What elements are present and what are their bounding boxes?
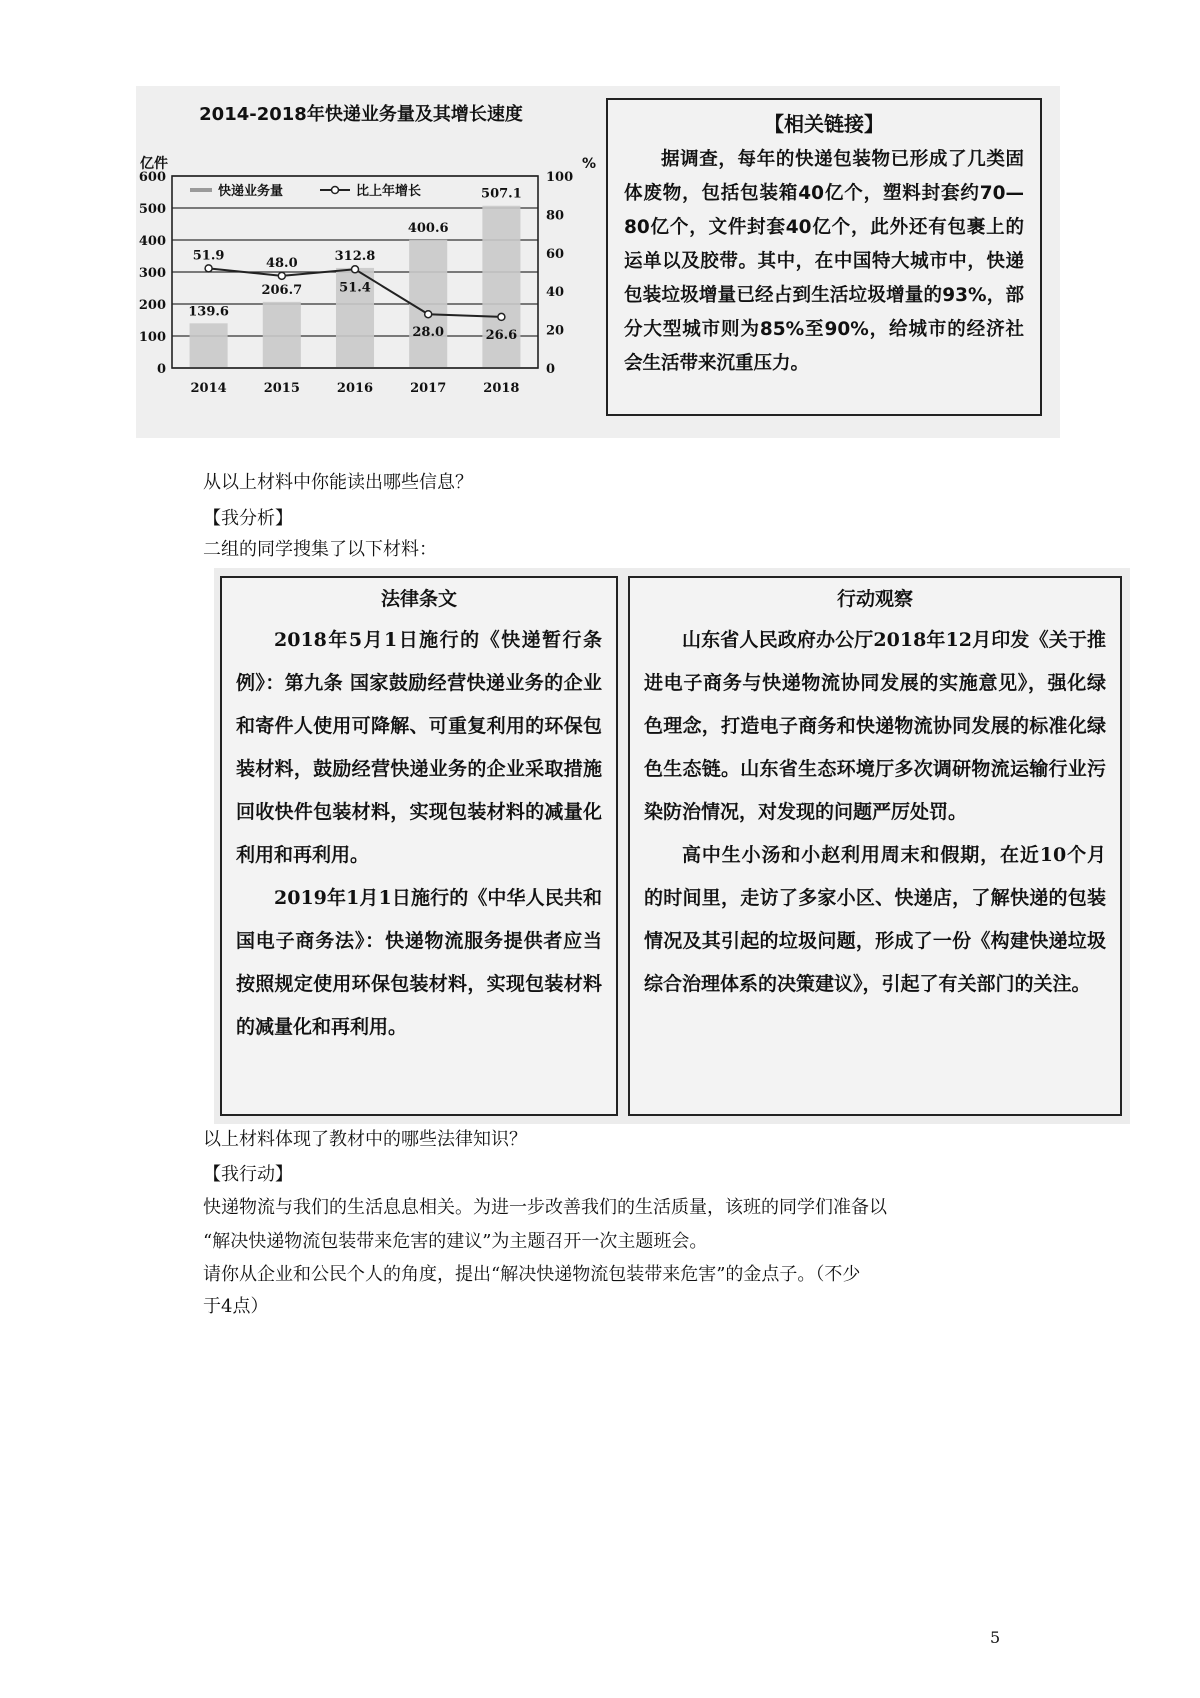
- growth-value-label: 28.0: [412, 325, 445, 341]
- observation-box-title: 行动观察: [836, 588, 913, 610]
- action-line-2: “解决快递物流包装带来危害的建议”为主题召开一次主题班会。: [203, 1231, 708, 1252]
- x-tick-label: 2014: [190, 381, 227, 396]
- x-tick-label: 2018: [483, 381, 520, 396]
- growth-value-label: 48.0: [265, 255, 298, 271]
- action-line-1: 快递物流与我们的生活息息相关。为进一步改善我们的生活质量，该班的同学们准备以: [203, 1197, 887, 1218]
- bar-value-label: 206.7: [261, 282, 303, 298]
- chart-figure: [136, 86, 1060, 438]
- y-tick-label: 300: [138, 266, 166, 281]
- y2-tick-label: 60: [546, 246, 565, 262]
- bar-value-label: 139.6: [188, 304, 229, 320]
- group2-intro: 二组的同学搜集了以下材料：: [203, 539, 437, 560]
- growth-point: [352, 266, 359, 273]
- y2-tick-label: 40: [546, 285, 565, 301]
- bar: [409, 240, 447, 368]
- law-paragraph-2: 2019年1月1日施行的《中华人民共和国电子商务法》：快递物流服务提供者应当按照规定使用环保包装材料，实现包装材料的减量化和再利用。: [236, 887, 602, 1038]
- bar-value-label: 507.1: [481, 186, 522, 202]
- legend-label-line: 比上年增长: [356, 184, 422, 199]
- growth-point: [498, 313, 505, 320]
- x-tick-label: 2017: [410, 381, 447, 396]
- y-tick-label: 500: [138, 202, 166, 217]
- materials-figure: [214, 568, 1130, 1124]
- growth-point: [278, 272, 285, 279]
- y-right-unit: %: [582, 156, 597, 172]
- y-tick-label: 100: [138, 330, 166, 345]
- heading-analysis: 【我分析】: [203, 508, 293, 529]
- law-box-title: 法律条文: [380, 588, 457, 610]
- x-tick-label: 2016: [336, 381, 374, 396]
- observation-paragraph-1: 山东省人民政府办公厅2018年12月印发《关于推进电子商务与快递物流协同发展的实施意见》，强化绿色理念，打造电子商务和快递物流协同发展的标准化绿色生态链。山东省生态环境厅多次调研物流运输行业污染防治情况，对发现的问题严厉处罚。: [644, 629, 1106, 823]
- y-tick-label: 400: [138, 234, 166, 249]
- y-tick-label: 200: [138, 298, 166, 313]
- related-link-text: 据调查，每年的快递包装物已形成了几类固体废物，包括包装箱40亿个，塑料封套约70—80亿个，文件封套40亿个，此外还有包裹上的运单以及胶带。其中，在中国特大城市中，快递包装垃圾增量已经占到生活垃圾增量的93%，部分大型城市则为85%至90%，给城市的经济社会生活带来沉重压力。: [624, 149, 1024, 374]
- law-box: [220, 576, 618, 1116]
- y-left-unit: 亿件: [140, 156, 168, 172]
- action-line-3: 请你从企业和公民个人的角度，提出“解决快递物流包装带来危害”的金点子。（不少: [203, 1264, 861, 1285]
- bar: [190, 323, 228, 368]
- growth-value-label: 26.6: [485, 327, 518, 343]
- y2-tick-label: 0: [546, 362, 556, 377]
- business-volume-chart: [136, 86, 606, 438]
- related-link-title: 【相关链接】: [764, 112, 884, 136]
- page-number: 5: [990, 1628, 1001, 1647]
- y-tick-label: 600: [138, 170, 166, 185]
- legend-label-bar: 快递业务量: [218, 184, 284, 199]
- growth-value-label: 51.4: [339, 280, 371, 296]
- bar-value-label: 312.8: [334, 248, 376, 264]
- growth-point: [425, 311, 432, 318]
- y2-tick-label: 100: [546, 170, 574, 185]
- y2-tick-label: 80: [546, 208, 565, 224]
- question-2: 以上材料体现了教材中的哪些法律知识？: [203, 1129, 527, 1150]
- bar: [263, 302, 301, 368]
- y2-tick-label: 20: [546, 323, 565, 339]
- bar: [482, 206, 520, 368]
- action-line-4: 于4点）: [203, 1296, 269, 1317]
- growth-point: [205, 265, 212, 272]
- observation-box: [628, 576, 1122, 1116]
- related-link-box: [606, 98, 1042, 416]
- law-paragraph-1: 2018年5月1日施行的《快递暂行条例》：第九条 国家鼓励经营快递业务的企业和寄件人使用可降解、可重复利用的环保包装材料，鼓励经营快递业务的企业采取措施回收快件包装材料，实现包装材料的减量化利用和再利用。: [236, 629, 602, 866]
- question-1: 从以上材料中你能读出哪些信息？: [203, 472, 473, 493]
- heading-action: 【我行动】: [203, 1164, 293, 1185]
- y-tick-label: 0: [156, 362, 166, 377]
- legend-marker-line: [332, 187, 339, 194]
- growth-value-label: 51.9: [192, 248, 225, 264]
- bar-value-label: 400.6: [407, 220, 449, 236]
- chart-title: 2014-2018年快递业务量及其增长速度: [199, 104, 523, 125]
- observation-paragraph-2: 高中生小汤和小赵利用周末和假期，在近10个月的时间里，走访了多家小区、快递店，了解快递的包装情况及其引起的垃圾问题，形成了一份《构建快递垃圾综合治理体系的决策建议》，引起了有关部门的关注。: [644, 844, 1106, 995]
- x-tick-label: 2015: [263, 381, 300, 396]
